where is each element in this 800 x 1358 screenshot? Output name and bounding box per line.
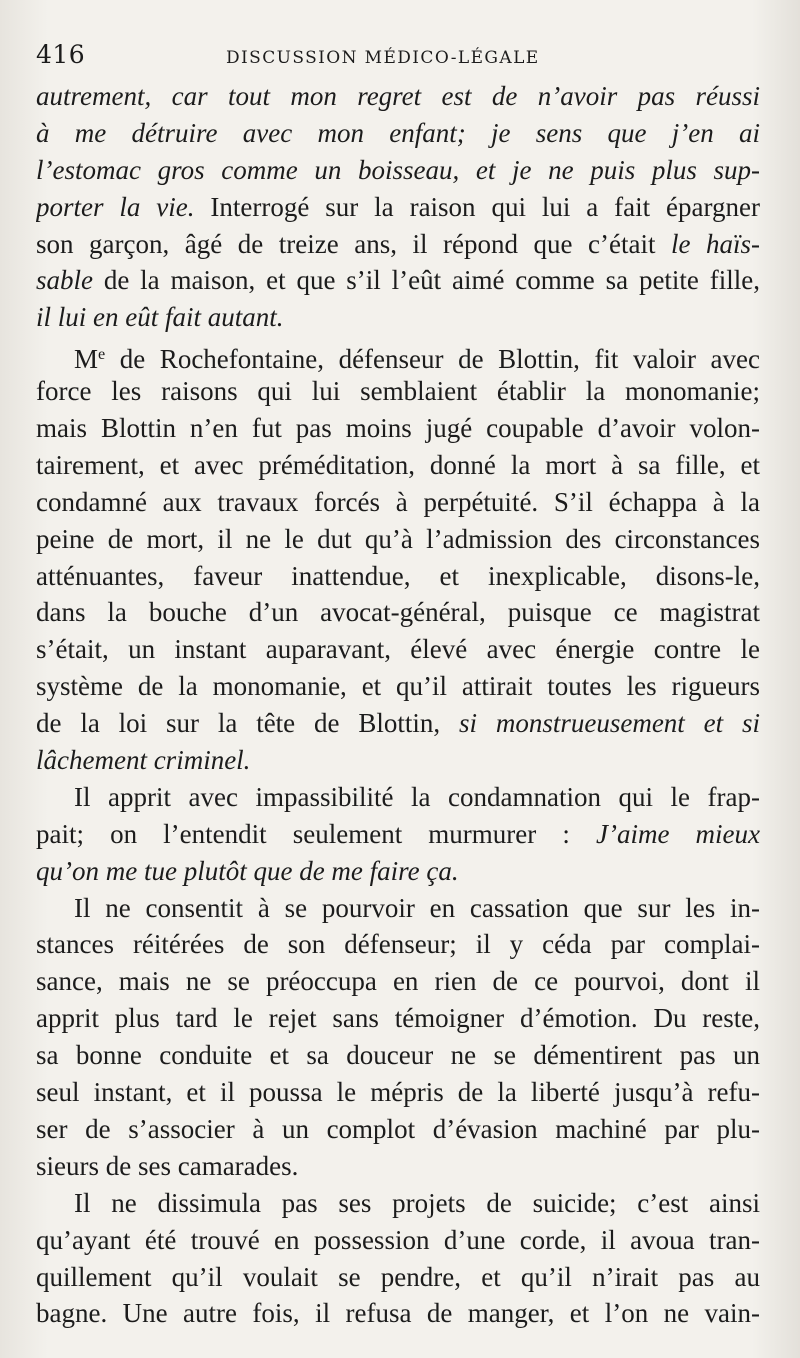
- text-line: [36, 779, 760, 816]
- text-segment: Il ne dissimula pas ses projets de suicide; c’est ainsi: [74, 1187, 760, 1218]
- superscript-text: e: [98, 345, 106, 364]
- text-segment: sance, mais ne se préoccupa en rien de ce pourvoi, dont il: [36, 966, 760, 997]
- text-segment: atténuantes, faveur inattendue, et inexplicable, disons-le,: [36, 560, 760, 591]
- text-segment: tairement, et avec préméditation, donné la mort à sa fille, et: [36, 449, 760, 480]
- italic-text: sable: [36, 265, 93, 296]
- text-line: [36, 1185, 760, 1222]
- text-segment: quillement qu’il voulait se pendre, et qu’il n’irait pas au: [36, 1261, 760, 1292]
- text-segment: de Rochefontaine, défenseur de Blottin, fit valoir avec: [105, 344, 760, 374]
- text-segment: peine de mort, il ne le dut qu’à l’admission des circonstances: [36, 523, 760, 554]
- italic-text: porter la vie.: [36, 191, 195, 222]
- text-segment: ser de s’associer à un complot d’évasion machiné par plu-: [36, 1113, 760, 1144]
- text-line: [36, 1074, 760, 1111]
- text-line: [36, 668, 760, 705]
- text-segment: pait; on l’entendit seulement murmurer :: [36, 818, 596, 849]
- text-line: [36, 963, 760, 1000]
- text-segment: mais Blottin n’en fut pas moins jugé coupable d’avoir volon-: [36, 413, 760, 444]
- text-segment: système de la monomanie, et qu’il attirait toutes les rigueurs: [36, 671, 760, 702]
- text-segment: force les raisons qui lui semblaient établir la monomanie;: [36, 376, 760, 407]
- text-segment: son garçon, âgé de treize ans, il répond que c’était: [36, 228, 671, 259]
- text-line: [36, 742, 760, 779]
- text-line: [36, 1295, 760, 1332]
- text-line: [36, 926, 760, 963]
- running-title: DISCUSSION MÉDICO-LÉGALE: [226, 48, 540, 68]
- text-line: [36, 521, 760, 558]
- text-line: [36, 890, 760, 927]
- text-line: [36, 631, 760, 668]
- text-line: [36, 115, 760, 152]
- text-line: [36, 484, 760, 521]
- text-line: [36, 152, 760, 189]
- text-segment: de la loi sur la tête de Blottin,: [36, 708, 459, 739]
- page-header: [36, 40, 760, 76]
- body-text: [36, 78, 760, 1332]
- text-line: [36, 1037, 760, 1074]
- text-segment: sa bonne conduite et sa douceur ne se démentirent pas un: [36, 1040, 760, 1071]
- text-segment: s’était, un instant auparavant, élevé avec énergie contre le: [36, 634, 760, 665]
- text-line: [36, 410, 760, 447]
- text-line: [36, 705, 760, 742]
- italic-text: lâchement criminel.: [36, 745, 251, 776]
- text-segment: seul instant, et il poussa le mépris de la liberté jusqu’à refu-: [36, 1077, 760, 1108]
- page-number: 416: [36, 40, 86, 69]
- text-segment: bagne. Une autre fois, il refusa de manger, et l’on ne vain-: [36, 1298, 760, 1329]
- text-line: [36, 299, 760, 336]
- text-segment: dans la bouche d’un avocat-général, puisque ce magistrat: [36, 597, 760, 628]
- text-line: [36, 336, 760, 373]
- text-line: [36, 1222, 760, 1259]
- text-line: [36, 226, 760, 263]
- italic-text: à me détruire avec mon enfant; je sens que j’en ai: [36, 117, 760, 148]
- italic-text: J’aime mieux: [595, 818, 760, 849]
- italic-text: qu’on me tue plutôt que de me faire ça.: [36, 855, 459, 886]
- text-line: [36, 558, 760, 595]
- italic-text: il lui en eût fait autant.: [36, 302, 284, 333]
- text-line: [36, 447, 760, 484]
- text-line: [36, 78, 760, 115]
- text-line: [36, 1259, 760, 1296]
- text-segment: Interrogé sur la raison qui lui a fait épargner: [194, 191, 760, 222]
- text-segment: Il ne consentit à se pourvoir en cassation que sur les in-: [74, 892, 760, 923]
- text-line: [36, 189, 760, 226]
- text-line: [36, 373, 760, 410]
- italic-text: autrement, car tout mon regret est de n’avoir pas réussi: [36, 81, 760, 111]
- italic-text: si monstrueusement et si: [458, 708, 760, 739]
- text-segment: qu’ayant été trouvé en possession d’une corde, il avoua tran-: [36, 1224, 760, 1255]
- text-line: [36, 853, 760, 890]
- text-line: [36, 262, 760, 299]
- text-segment: stances réitérées de son défenseur; il y céda par complai-: [36, 929, 760, 960]
- text-segment: sieurs de ses camarades.: [36, 1150, 299, 1181]
- text-line: [36, 594, 760, 631]
- text-line: [36, 1000, 760, 1037]
- italic-text: l’estomac gros comme un boisseau, et je ne puis plus sup-: [36, 154, 760, 185]
- italic-text: le haïs-: [670, 228, 760, 259]
- text-segment: condamné aux travaux forcés à perpétuité. S’il échappa à la: [36, 486, 760, 517]
- text-line: [36, 1111, 760, 1148]
- text-segment: apprit plus tard le rejet sans témoigner d’émotion. Du reste,: [36, 1003, 760, 1034]
- text-line: [36, 816, 760, 853]
- text-segment: M: [74, 344, 99, 374]
- text-segment: de la maison, et que s’il l’eût aimé comme sa petite fille,: [93, 265, 760, 296]
- text-line: [36, 1148, 760, 1185]
- text-segment: Il apprit avec impassibilité la condamnation qui le frap-: [74, 781, 760, 812]
